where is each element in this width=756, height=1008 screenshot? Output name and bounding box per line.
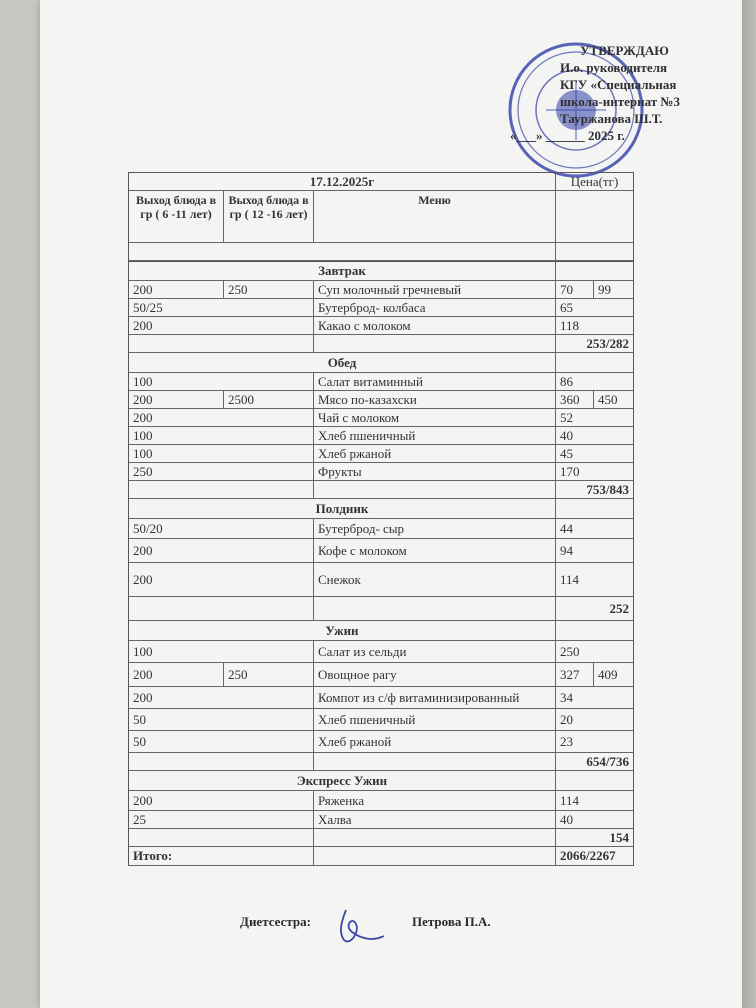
section-total: 154 <box>555 829 633 846</box>
section-total-row <box>128 829 634 847</box>
weight-age1: 200 <box>133 542 153 558</box>
dish-name: Ряженка <box>313 791 555 810</box>
weight-age1: 200 <box>133 391 153 407</box>
dish-name: Суп молочный гречневый <box>313 281 555 298</box>
dietitian-label: Диетсестра: <box>240 914 311 929</box>
dish-name: Бутерброд- сыр <box>313 519 555 538</box>
grand-total-row <box>128 847 634 866</box>
weight-age1: 100 <box>133 445 153 461</box>
section-title: Обед <box>327 354 357 370</box>
section-title: Полдник <box>315 500 369 516</box>
menu-item-row <box>128 641 634 663</box>
dish-name: Кофе с молоком <box>313 539 555 562</box>
section-title-row <box>128 621 634 641</box>
weight-age1: 200 <box>133 792 153 808</box>
approval-line: школа-интернат №3 <box>560 94 680 109</box>
price: 34 <box>555 687 633 708</box>
blank-cell <box>129 753 313 770</box>
menu-item-row <box>128 709 634 731</box>
dish-name: Овощное рагу <box>313 663 555 686</box>
price-age2: 409 <box>593 663 633 686</box>
approval-line: И.о. руководителя <box>560 60 668 75</box>
weight-age1: 100 <box>133 427 153 443</box>
dish-name: Хлеб пшеничный <box>313 709 555 730</box>
approval-line: КГУ «Специальная <box>560 77 677 92</box>
col-age2-header: Выход блюда в гр ( 12 -16 лет) <box>223 191 313 242</box>
price: 45 <box>555 445 633 462</box>
col-age1-header: Выход блюда в гр ( 6 -11 лет) <box>135 193 217 221</box>
section-title-row <box>128 771 634 791</box>
dish-name: Бутерброд- колбаса <box>313 299 555 316</box>
blank-cell <box>129 597 313 620</box>
menu-item-row <box>128 281 634 299</box>
handwritten-signature-icon <box>332 902 392 948</box>
dish-name: Салат из сельди <box>313 641 555 662</box>
dish-name: Снежок <box>313 563 555 596</box>
weight-age1: 200 <box>133 409 153 425</box>
menu-item-row <box>128 391 634 409</box>
price: 52 <box>555 409 633 426</box>
price: 250 <box>555 641 633 662</box>
dish-name: Какао с молоком <box>313 317 555 334</box>
section-title: Ужин <box>325 622 359 638</box>
menu-item-row <box>128 731 634 753</box>
menu-item-row <box>128 791 634 811</box>
price-age2: 99 <box>593 281 633 298</box>
menu-item-row <box>128 373 634 391</box>
weight-age1: 200 <box>133 666 153 682</box>
menu-sections <box>128 261 634 847</box>
price: 23 <box>555 731 633 752</box>
weight-age1: 50/25 <box>133 299 163 315</box>
weight-age1: 50 <box>133 711 146 727</box>
menu-table <box>128 172 634 866</box>
menu-item-row <box>128 687 634 709</box>
menu-item-row <box>128 299 634 317</box>
blank-cell <box>313 753 555 770</box>
dish-name: Хлеб пшеничный <box>313 427 555 444</box>
price-header: Цена(тг) <box>555 173 633 190</box>
price: 20 <box>555 709 633 730</box>
section-total: 753/843 <box>555 481 633 498</box>
menu-item-row <box>128 663 634 687</box>
price: 65 <box>555 299 633 316</box>
menu-date: 17.12.2025г <box>309 173 375 189</box>
price: 94 <box>555 539 633 562</box>
blank-cell <box>555 243 633 260</box>
menu-item-row <box>128 811 634 829</box>
menu-item-row <box>128 409 634 427</box>
menu-item-row <box>128 427 634 445</box>
weight-age1: 200 <box>133 281 153 297</box>
weight-age1: 200 <box>133 317 153 333</box>
price-age1: 70 <box>555 281 593 298</box>
dish-name: Компот из с/ф витаминизированный <box>313 687 555 708</box>
approval-line: «___» ______ 2025 г. <box>510 128 625 143</box>
section-title-row <box>128 499 634 519</box>
dish-name: Халва <box>313 811 555 828</box>
weight-age1: 100 <box>133 643 153 659</box>
menu-item-row <box>128 519 634 539</box>
blank-cell <box>129 335 313 352</box>
menu-item-row <box>128 563 634 597</box>
price-age1: 360 <box>555 391 593 408</box>
menu-item-row <box>128 463 634 481</box>
price: 118 <box>555 317 633 334</box>
weight-age1: 200 <box>133 689 153 705</box>
section-total: 253/282 <box>555 335 633 352</box>
dish-name: Фрукты <box>313 463 555 480</box>
section-total-row <box>128 753 634 771</box>
col-menu-header: Меню <box>313 191 555 242</box>
price: 44 <box>555 519 633 538</box>
approval-block <box>510 42 720 144</box>
background-shadow <box>742 0 756 1008</box>
section-total: 252 <box>555 597 633 620</box>
weight-age1: 100 <box>133 373 153 389</box>
blank-cell <box>555 771 633 790</box>
price: 86 <box>555 373 633 390</box>
column-header-row <box>128 191 634 243</box>
approval-line: УТВЕРЖДАЮ <box>580 43 669 58</box>
approval-line: Тауржанова Ш.Т. <box>560 111 663 126</box>
dish-name: Хлеб ржаной <box>313 445 555 462</box>
blank-cell <box>129 829 313 846</box>
section-title-row <box>128 261 634 281</box>
weight-age2: 250 <box>223 281 313 298</box>
menu-item-row <box>128 445 634 463</box>
section-title: Завтрак <box>318 263 366 278</box>
menu-item-row <box>128 539 634 563</box>
blank-cell <box>313 481 555 498</box>
weight-age1: 50/20 <box>133 520 163 536</box>
section-title: Экспресс Ужин <box>296 772 388 788</box>
section-total: 654/736 <box>555 753 633 770</box>
weight-age1: 200 <box>133 571 153 587</box>
price: 114 <box>555 563 633 596</box>
price: 40 <box>555 811 633 828</box>
price-age1: 327 <box>555 663 593 686</box>
price: 114 <box>555 791 633 810</box>
blank-cell <box>555 353 633 372</box>
date-row <box>128 172 634 191</box>
weight-age1: 50 <box>133 733 146 749</box>
price: 170 <box>555 463 633 480</box>
blank-cell <box>313 335 555 352</box>
dish-name: Мясо по-казахски <box>313 391 555 408</box>
blank-cell <box>555 621 633 640</box>
grand-total-label: Итого: <box>133 848 173 863</box>
dish-name: Салат витаминный <box>313 373 555 390</box>
section-total-row <box>128 481 634 499</box>
weight-age2: 2500 <box>223 391 313 408</box>
signature-footer <box>240 912 560 942</box>
weight-age1: 250 <box>133 463 153 479</box>
section-total-row <box>128 335 634 353</box>
section-total-row <box>128 597 634 621</box>
section-title-row <box>128 353 634 373</box>
weight-age2: 250 <box>223 663 313 686</box>
blank-cell <box>129 481 313 498</box>
blank-cell <box>313 829 555 846</box>
price: 40 <box>555 427 633 444</box>
spacer-row <box>128 243 634 261</box>
dietitian-name: Петрова П.А. <box>412 914 491 929</box>
menu-item-row <box>128 317 634 335</box>
weight-age1: 25 <box>133 811 146 827</box>
blank-cell <box>313 597 555 620</box>
dish-name: Чай с молоком <box>313 409 555 426</box>
blank-cell <box>313 847 555 865</box>
blank-cell <box>555 262 633 280</box>
col-price-blank <box>555 191 633 242</box>
blank-cell <box>555 499 633 518</box>
dish-name: Хлеб ржаной <box>313 731 555 752</box>
grand-total-value: 2066/2267 <box>555 847 633 865</box>
price-age2: 450 <box>593 391 633 408</box>
